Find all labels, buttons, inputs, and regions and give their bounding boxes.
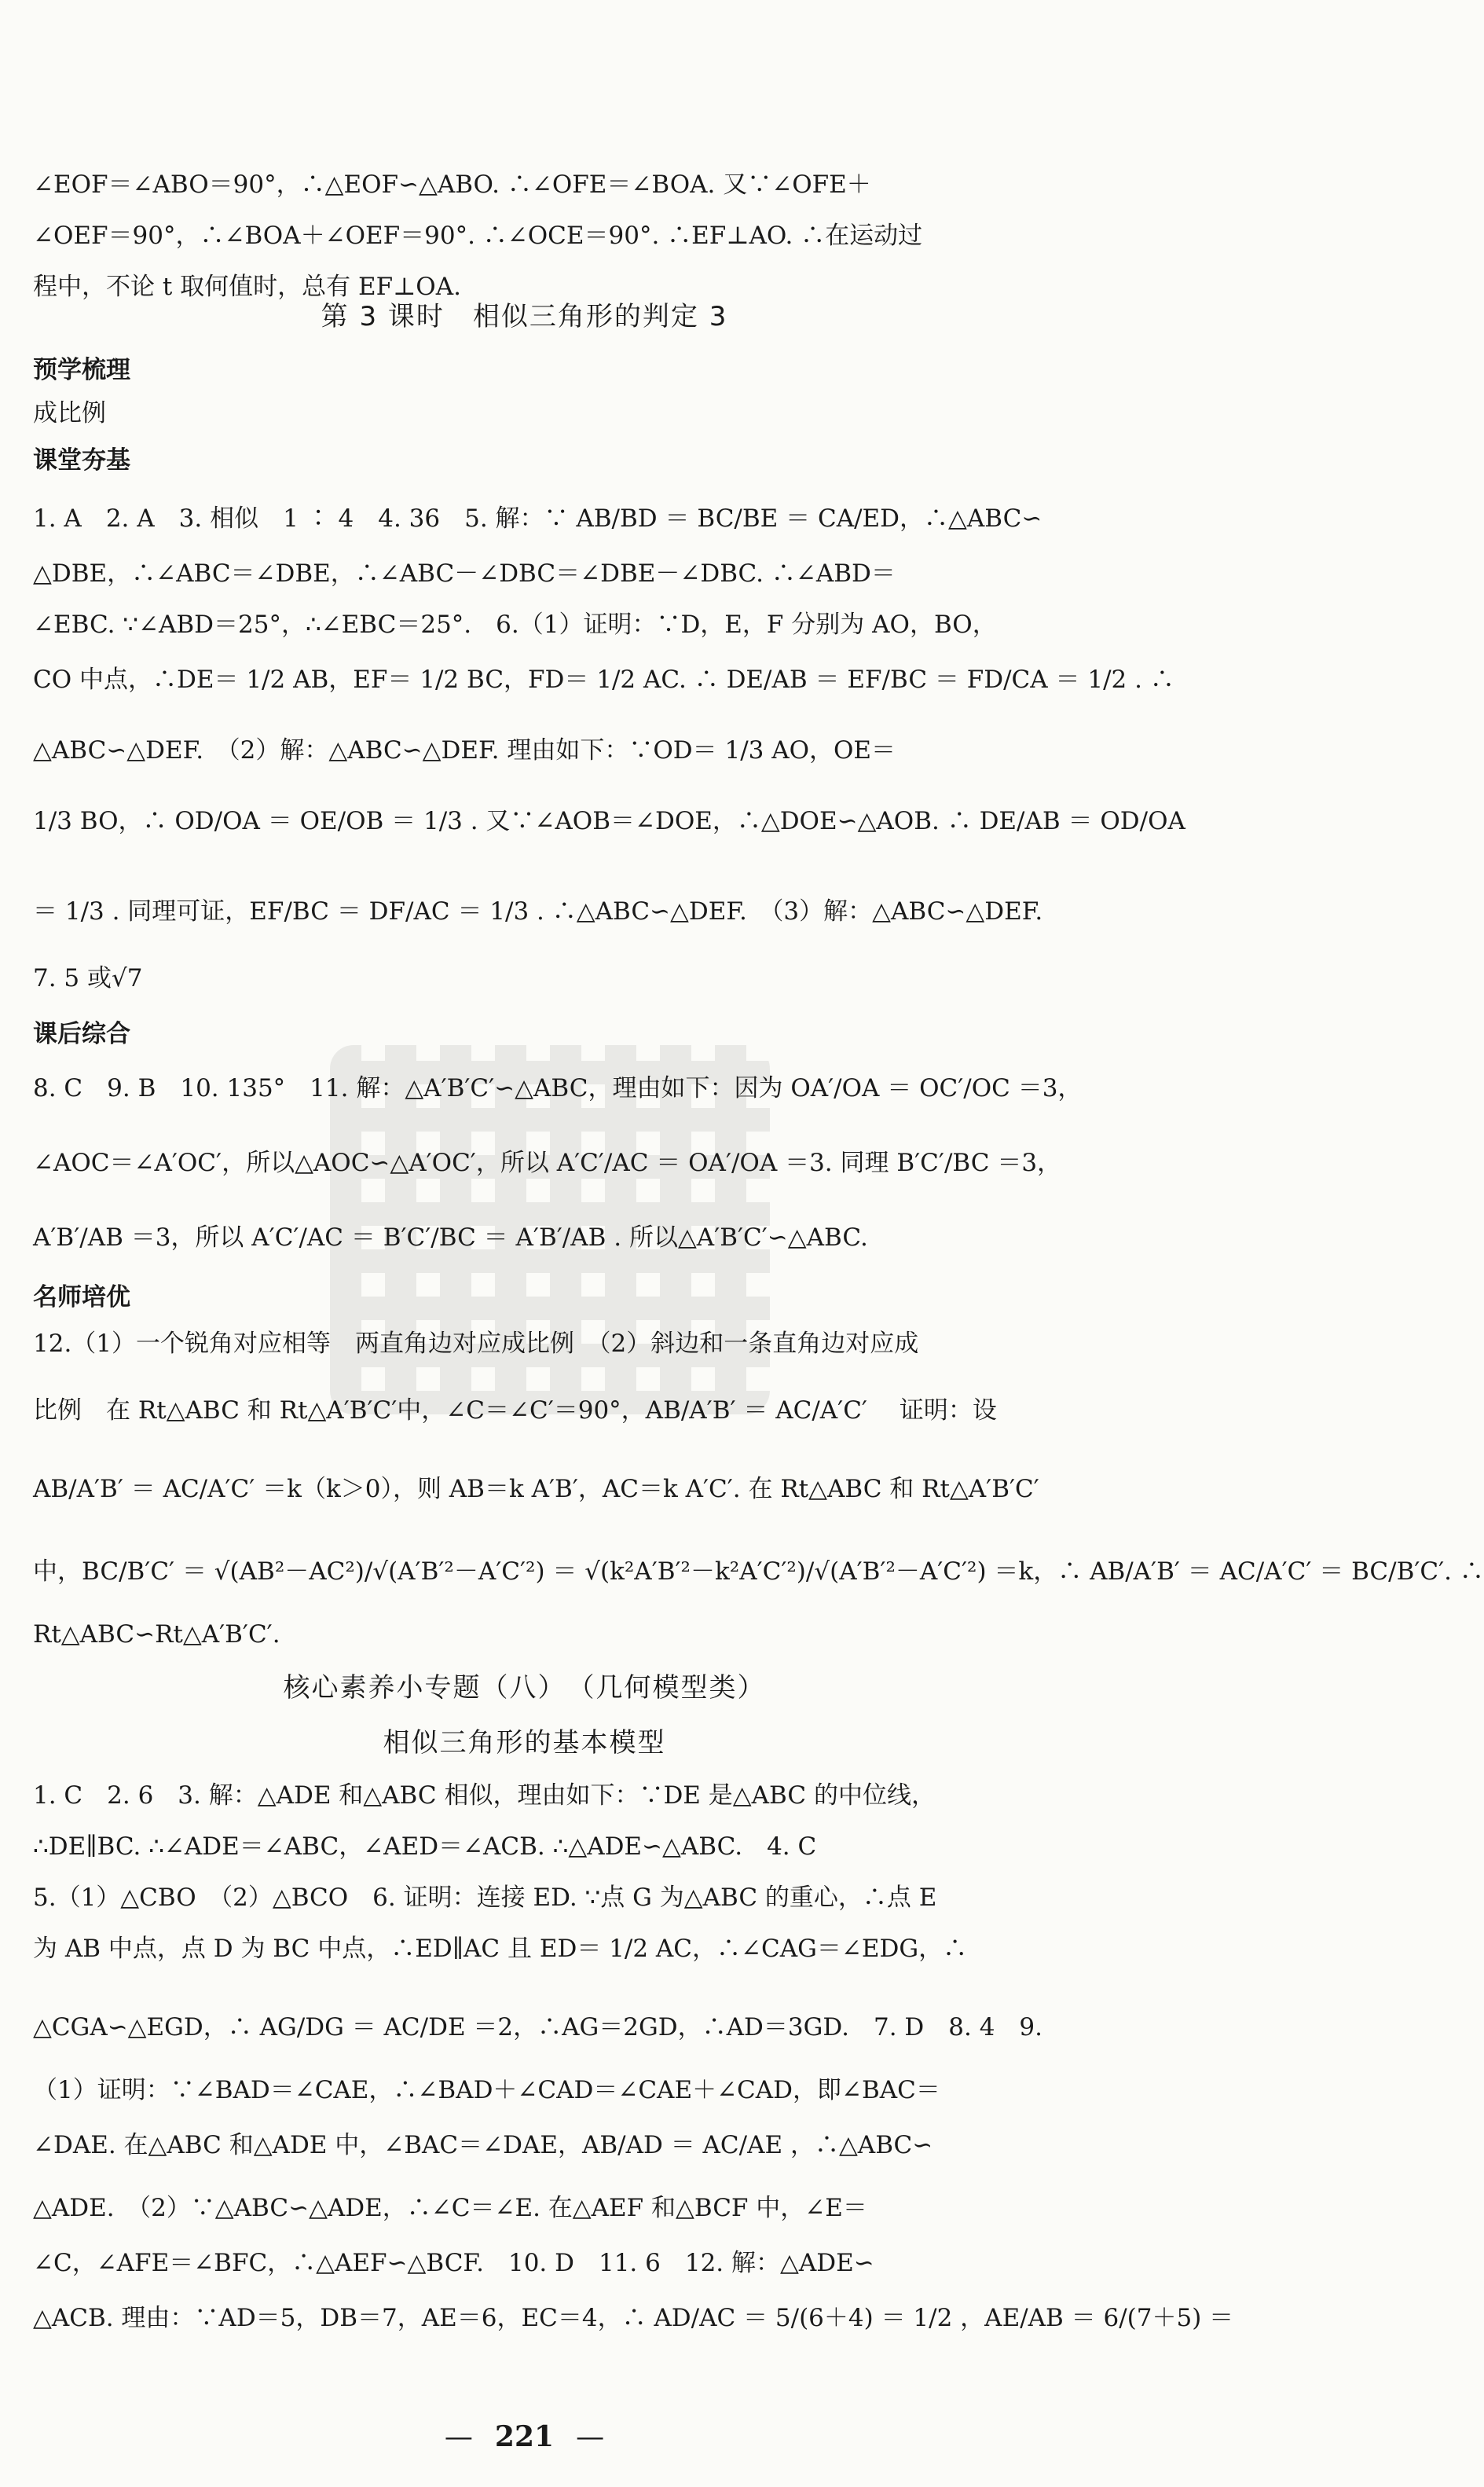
text-line: △DBE，∴∠ABC＝∠DBE，∴∠ABC－∠DBC＝∠DBE－∠DBC. ∴∠ABD＝ [33,559,896,588]
text-line: Rt△ABC∽Rt△A′B′C′. [33,1620,280,1649]
text-line: 7. 5 或√7 [33,964,143,992]
text-line: 为 AB 中点，点 D 为 BC 中点，∴ED∥AC 且 ED＝ 1/2 AC，∴∠CAG＝∠EDG，∴ [33,1935,968,1963]
text-line: △CGA∽△EGD，∴ AG/DG ＝ AC/DE ＝2，∴AG＝2GD，∴AD＝3GD. 7. D 8. 4 9. [33,2013,1042,2041]
section-after-class: 课后综合 [33,1020,130,1048]
text-line: 1. A 2. A 3. 相似 1 ∶ 4 4. 36 5. 解：∵ AB/BD ＝ BC/BE ＝ CA/ED，∴△ABC∽ [33,504,1042,533]
text-line: ∠C，∠AFE＝∠BFC，∴△AEF∽△BCF. 10. D 11. 6 12. 解：△ADE∽ [33,2249,874,2277]
text-line: 5.（1）△CBO （2）△BCO 6. 证明：连接 ED. ∵点 G 为△ABC 的重心，∴点 E [33,1884,937,1912]
text-line: （1）证明：∵∠BAD＝∠CAE，∴∠BAD＋∠CAD＝∠CAE＋∠CAD，即∠BAC＝ [33,2076,940,2104]
text-line: 程中，不论 t 取何值时，总有 EF⊥OA. [33,273,461,301]
text-line: 12.（1）一个锐角对应相等 两直角边对应成比例 （2）斜边和一条直角边对应成 [33,1330,919,1358]
text-line: ＝ 1/3 . 同理可证，EF/BC ＝ DF/AC ＝ 1/3 . ∴△ABC∽△DEF. （3）解：△ABC∽△DEF. [33,897,1043,926]
text-line: △ADE. （2）∵△ABC∽△ADE，∴∠C＝∠E. 在△AEF 和△BCF 中，∠E＝ [33,2194,867,2222]
text-line: 1/3 BO，∴ OD/OA ＝ OE/OB ＝ 1/3 . 又∵∠AOB＝∠DOE，∴△DOE∽△AOB. ∴ DE/AB ＝ OD/OA [33,807,1185,835]
text-line: △ACB. 理由：∵AD＝5，DB＝7，AE＝6，EC＝4，∴ AD/AC ＝ 5/(6＋4) ＝ 1/2 ，AE/AB ＝ 6/(7＋5) ＝ [33,2304,1234,2332]
topic-title: 核心素养小专题（八） （几何模型类） [283,1672,766,1704]
text-line: 1. C 2. 6 3. 解：△ADE 和△ABC 相似，理由如下：∵DE 是△ABC 的中位线， [33,1781,936,1810]
section-preview: 预学梳理 [33,356,130,384]
preview-answer: 成比例 [33,399,106,427]
text-line: ∴DE∥BC. ∴∠ADE＝∠ABC，∠AED＝∠ACB. ∴△ADE∽△ABC. 4. C [33,1832,817,1861]
text-line: ∠DAE. 在△ABC 和△ADE 中，∠BAC＝∠DAE，AB/AD ＝ AC/AE ，∴△ABC∽ [33,2131,933,2159]
text-line: ∠EOF＝∠ABO＝90°，∴△EOF∽△ABO. ∴∠OFE＝∠BOA. 又∵∠OFE＋ [33,171,871,199]
text-line: ∠EBC. ∵∠ABD＝25°，∴∠EBC＝25°. 6.（1）证明：∵D，E，F 分别为 AO，BO， [33,611,997,639]
section-class: 课堂夯基 [33,446,130,475]
text-line: 比例 在 Rt△ABC 和 Rt△A′B′C′中，∠C＝∠C′＝90°，AB/A′B′ ＝ AC/A′C′ 证明：设 [33,1396,997,1425]
section-teacher: 名师培优 [33,1283,130,1311]
text-line: A′B′/AB ＝3，所以 A′C′/AC ＝ B′C′/BC ＝ A′B′/AB . 所以△A′B′C′∽△ABC. [33,1223,868,1252]
text-line: ∠AOC＝∠A′OC′，所以△AOC∽△A′OC′，所以 A′C′/AC ＝ OA′/OA ＝3. 同理 B′C′/BC ＝3， [33,1149,1062,1177]
text-line: AB/A′B′ ＝ AC/A′C′ ＝k（k＞0），则 AB＝k A′B′，AC＝k A′C′. 在 Rt△ABC 和 Rt△A′B′C′ [33,1475,1039,1503]
page-number: — 221 — [444,2420,605,2453]
text-line: 8. C 9. B 10. 135° 11. 解：△A′B′C′∽△ABC，理由如下：因为 OA′/OA ＝ OC′/OC ＝3， [33,1074,1083,1102]
page-number-value: 221 [494,2420,555,2453]
topic-subtitle: 相似三角形的基本模型 [383,1727,666,1759]
text-line: CO 中点，∴DE＝ 1/2 AB，EF＝ 1/2 BC，FD＝ 1/2 AC. ∴ DE/AB ＝ EF/BC ＝ FD/CA ＝ 1/2 . ∴ [33,666,1174,694]
text-line: △ABC∽△DEF. （2）解：△ABC∽△DEF. 理由如下：∵OD＝ 1/3 AO，OE＝ [33,736,896,765]
text-line: 中，BC/B′C′ ＝ √(AB²－AC²)/√(A′B′²－A′C′²) ＝ √(k²A′B′²－k²A′C′²)/√(A′B′²－A′C′²) ＝k，∴ AB/A′B′ ＝ AC/A′C′ ＝ BC/B′C′. ∴ [33,1557,1484,1586]
text-line: ∠OEF＝90°，∴∠BOA＋∠OEF＝90°. ∴∠OCE＝90°. ∴EF⊥AO. ∴在运动过 [33,222,923,250]
lesson-3-title: 第 3 课时 相似三角形的判定 3 [321,301,728,332]
